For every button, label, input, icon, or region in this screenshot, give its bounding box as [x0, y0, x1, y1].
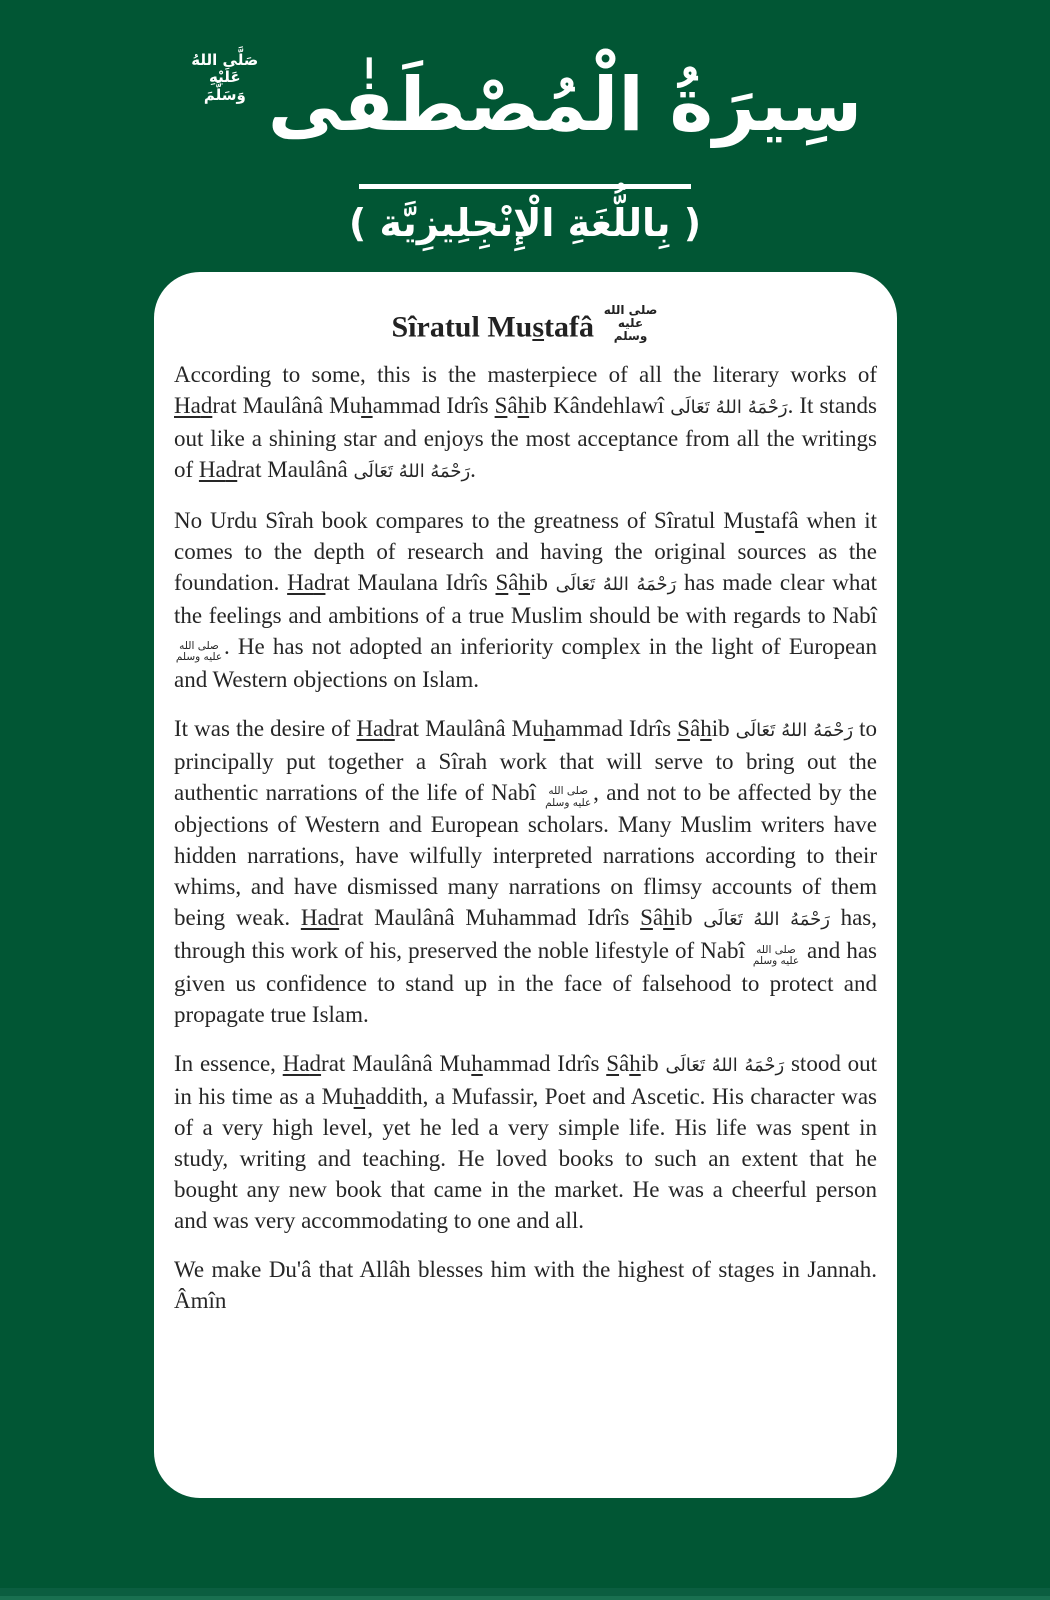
paragraph-desire: [174, 713, 877, 1030]
transliteration-underline: d: [225, 457, 238, 483]
transliteration-underline: Ha: [287, 570, 314, 596]
text-run: â: [507, 393, 518, 419]
transliteration-underline: d: [383, 715, 395, 741]
rahimahullah-calligraphy: رَحْمَهُ اللهُ تَعَالَى: [555, 574, 677, 596]
salawat-calligraphy: صلى الله عليه وسلم: [752, 943, 800, 968]
text-run: â: [689, 715, 701, 741]
text-run: tafâ when it comes to the depth of research and having the original sources as the foundation.: [174, 508, 877, 596]
text-run: addith, a Mufassir, Poet and Ascetic. His character was of a very high level, yet he led a very simple life. His life was spent in study, writing and teaching. He loved books to such an extent that he bought any new book that came in the market. He was a cheerful person and was very accommodating to one and all.: [174, 1084, 877, 1234]
transliteration-underline: h: [543, 715, 556, 741]
content-card: [154, 272, 897, 1498]
salawat-calligraphy: صلى الله عليه وسلم: [175, 639, 223, 664]
transliteration-underline: Ha: [282, 1051, 310, 1077]
text-run: ib: [530, 570, 556, 596]
subtitle-arabic: ( بِاللُّغَةِ الْإِنْجِلِيزِيَّة ): [348, 201, 702, 245]
text-run: rat Maulana Idrîs: [325, 570, 496, 596]
text-run: ib: [640, 1051, 666, 1077]
transliteration-underline: d: [327, 905, 340, 931]
salawat-calligraphy: صلى الله عليه وسلم: [545, 785, 592, 809]
salawat-calligraphy: صَلَّى اللهُ عَلَيْهِ وَسَلَّمَ: [191, 51, 259, 104]
card-heading: [174, 304, 877, 345]
transliteration-underline: h: [518, 570, 531, 596]
transliteration-underline: S: [495, 570, 509, 596]
text-run: ib: [711, 715, 736, 741]
text-run: .: [470, 457, 476, 483]
paragraph-character: [174, 1048, 877, 1236]
rahimahullah-calligraphy: رَحْمَهُ اللهُ تَعَالَى: [665, 1055, 785, 1077]
rahimahullah-calligraphy: رَحْمَهُ اللهُ تَعَالَى: [353, 461, 471, 483]
text-run: According to some, this is the masterpiece of all the literary works of: [174, 362, 877, 388]
text-run: , and not to be affected by the objections of Western and European scholars. Many Muslim writers have hidden narrations, have wilfully interpreted narrations according to their whims, and have dismissed many narrations on flimsy accounts of them being weak.: [174, 779, 877, 931]
text-run: We make Du'â that Allâh blesses him with the highest of stages in Jannah. Âmîn: [174, 1257, 877, 1314]
transliteration-underline: d: [200, 393, 213, 419]
text-run: rat Maulânâ Muhammad Idrîs: [339, 905, 641, 931]
transliteration-underline: S: [606, 1051, 620, 1077]
transliteration-underline: d: [313, 570, 326, 596]
text-run: and has given us confidence to stand up in the face of falsehood to protect and propagate true Islam.: [174, 938, 877, 1028]
text-run: tafâ: [544, 310, 602, 344]
paragraph-dua: [174, 1254, 877, 1316]
transliteration-underline: h: [629, 1051, 641, 1077]
divider-rule: [359, 184, 691, 189]
transliteration-underline: h: [471, 1051, 483, 1077]
text-run: ammad Idrîs: [372, 393, 495, 419]
text-run: ib Kândehlawî: [529, 393, 671, 419]
transliteration-underline: S: [640, 905, 653, 931]
text-run: has, through this work of his, preserved the noble lifestyle of Nabî: [174, 905, 877, 964]
text-run: â: [619, 1051, 630, 1077]
transliteration-underline: Ha: [356, 715, 384, 741]
paragraph-greatness: [174, 505, 877, 695]
text-run: to principally put together a Sîrah work that will serve to bring out the authentic narrations of the life of Nabî: [174, 715, 878, 805]
text-run: ammad Idrîs: [482, 1051, 607, 1077]
text-run: â: [652, 905, 664, 931]
text-run: No Urdu Sîrah book compares to the greatness of Sîratul Mu: [174, 508, 756, 534]
text-run: rat Maulânâ Mu: [212, 393, 362, 419]
transliteration-underline: s: [755, 508, 765, 534]
text-run: rat Maulânâ Mu: [321, 1051, 472, 1077]
text-run: Sîratul Mu: [391, 310, 533, 344]
text-run: ammad Idrîs: [555, 715, 678, 741]
text-run: . He has not adopted an inferiority complex in the light of European and Western objections on Islam.: [174, 634, 877, 692]
rahimahullah-calligraphy: رَحْمَهُ اللهُ تَعَالَى: [670, 397, 788, 419]
book-title-arabic: سِيرَةُ الْمُصْطَفٰى: [267, 62, 863, 148]
transliteration-underline: S: [494, 393, 508, 419]
text-run: rat Maulânâ Mu: [394, 715, 544, 741]
text-run: It was the desire of: [174, 715, 357, 741]
paragraph-intro: [174, 359, 877, 487]
salawat-calligraphy: صلى الله عليه وسلم: [603, 303, 658, 344]
masthead: [0, 30, 1050, 247]
transliteration-underline: s: [532, 310, 545, 344]
text-run: . It stands out like a shining star and enjoys the most acceptance from all the writings of: [174, 393, 877, 483]
text-run: ib: [674, 905, 704, 931]
transliteration-underline: h: [663, 905, 675, 931]
transliteration-underline: Ha: [198, 457, 226, 483]
transliteration-underline: d: [309, 1051, 322, 1077]
transliteration-underline: h: [361, 393, 373, 419]
transliteration-underline: h: [517, 393, 530, 419]
text-run: stood out in his time as a Mu: [174, 1051, 877, 1110]
text-run: In essence,: [174, 1051, 283, 1077]
transliteration-underline: h: [353, 1084, 366, 1110]
text-run: â: [508, 570, 519, 596]
transliteration-underline: Ha: [174, 393, 201, 419]
rahimahullah-calligraphy: رَحْمَهُ اللهُ تَعَالَى: [735, 719, 854, 741]
text-run: has made clear what the feelings and ambitions of a true Muslim should be with regards to Nabî: [174, 570, 877, 629]
transliteration-underline: Ha: [300, 905, 328, 931]
bottom-edge-strip: [0, 1588, 1050, 1600]
arabic-title-block: [0, 30, 1050, 180]
transliteration-underline: S: [677, 715, 690, 741]
transliteration-underline: h: [700, 715, 712, 741]
text-run: rat Maulânâ: [237, 457, 354, 483]
rahimahullah-calligraphy: رَحْمَهُ اللهُ تَعَالَى: [703, 909, 830, 931]
